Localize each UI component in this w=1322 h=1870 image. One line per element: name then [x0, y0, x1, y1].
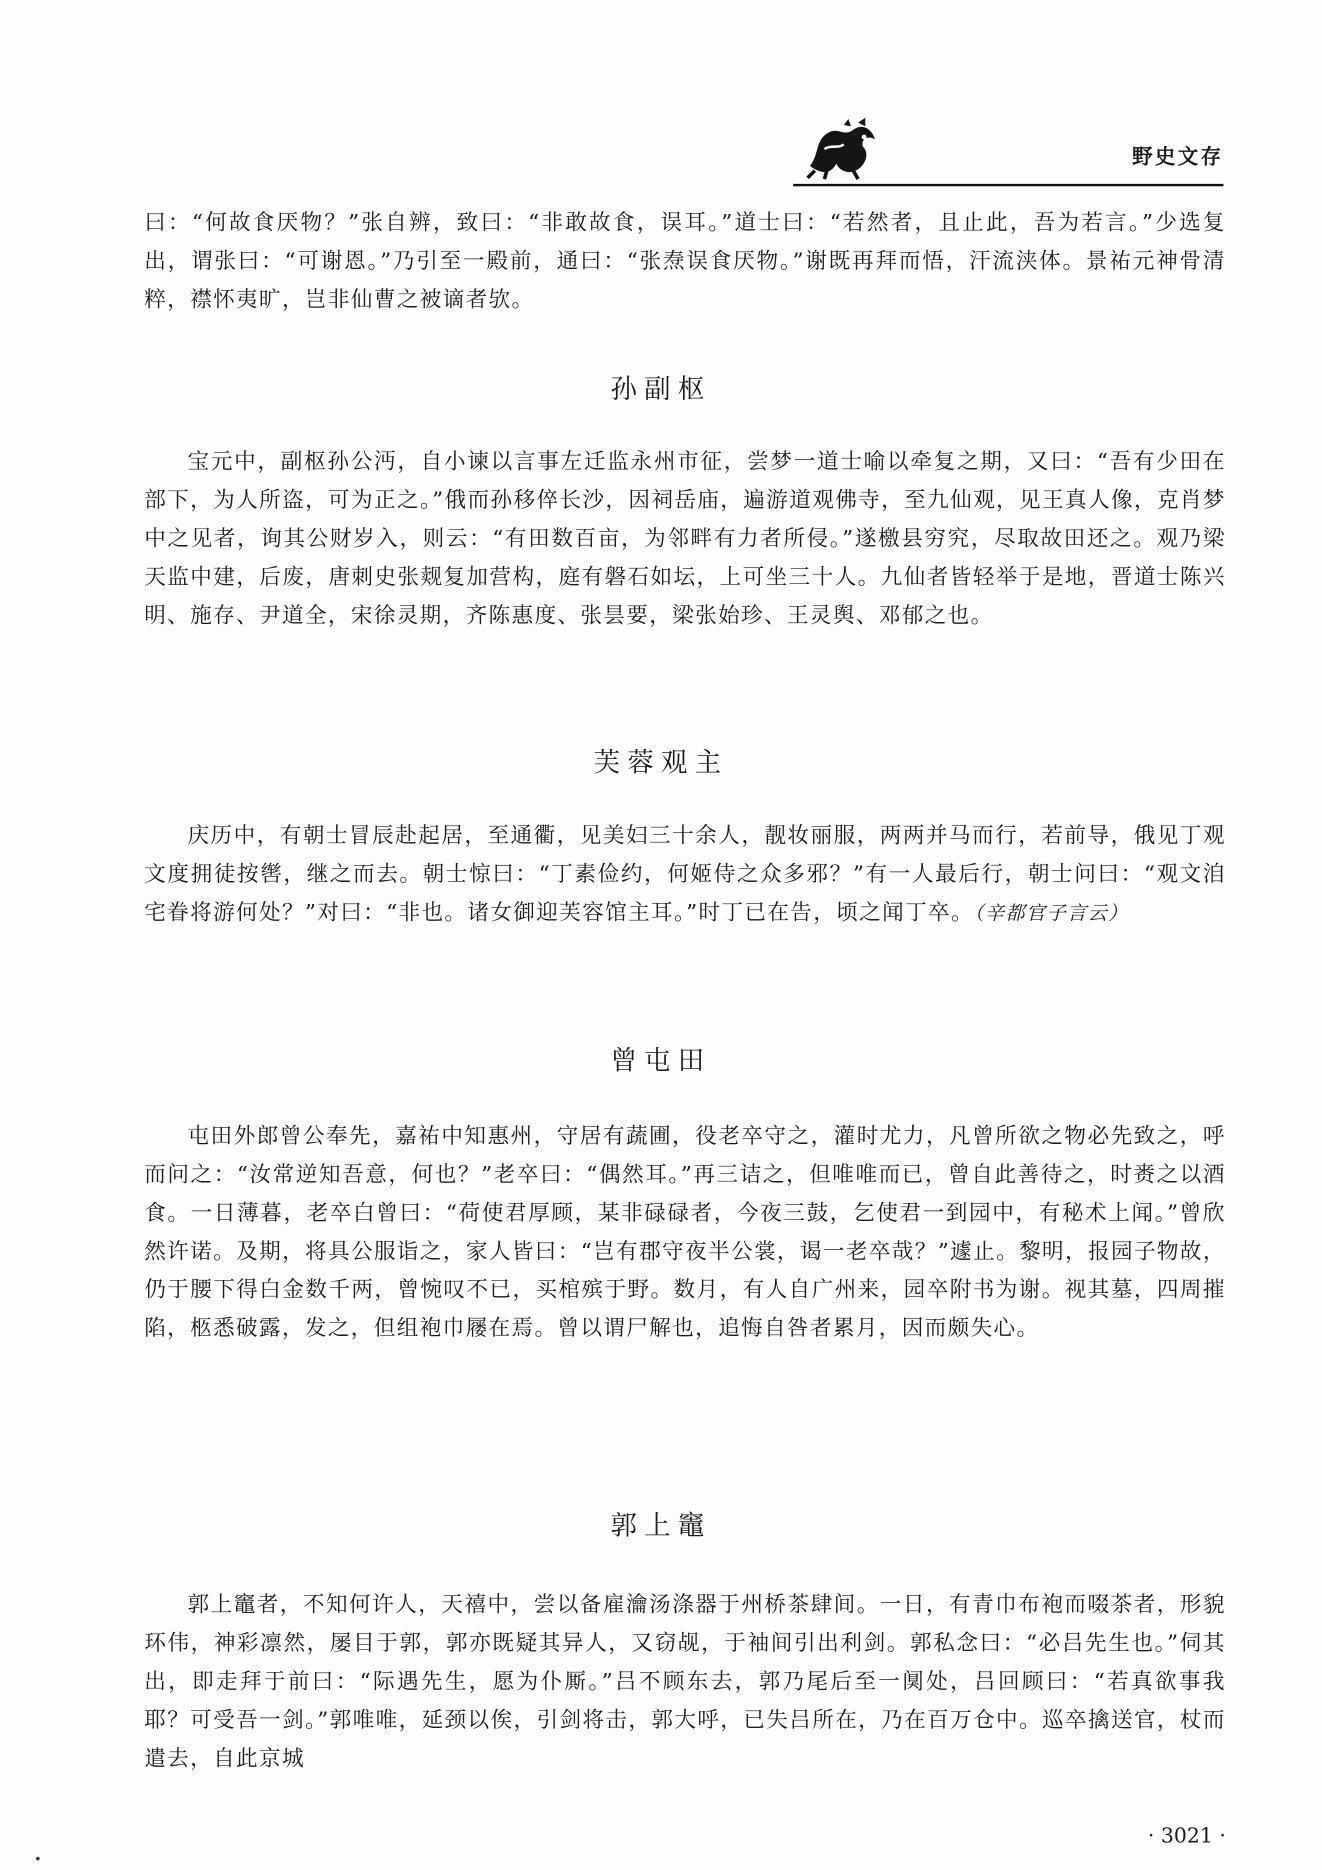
body-paragraph [144, 817, 1226, 932]
running-head-title: 野史文存 [1132, 145, 1224, 170]
paragraph-text: 庆历中，有朝士冒辰赴起居，至通衢，见美妇三十余人，靓妆丽服，两两并马而行，若前导，俄见丁观文度拥徒按辔，继之而去。朝士惊曰：“丁素俭约，何姬侍之众多邪？”有一人最后行，朝士问曰：“观文洎宅眷将游何处？”对曰：“非也。诸女御迎芙容馆主耳。”时丁已在告，顷之闻丁卒。 [144, 823, 1226, 926]
source-note: （辛都官子言云） [973, 901, 1129, 925]
section-title: 郭上竈 [610, 1511, 712, 1542]
section-title: 孙副枢 [610, 374, 712, 406]
body-paragraph: 郭上竈者，不知何许人，天禧中，尝以备雇瀹汤涤器于州桥茶肆间。一日，有青巾布袍而啜茶者，形貌环伟，神彩凛然，屡目于郭，郭亦既疑其异人，又窃觇，于袖间引出利剑。郭私念曰：“必吕先生也。”伺其出，即走拜于前曰：“际遇先生，愿为仆厮。”吕不顾东去，郭乃尾后至一阒处，吕回顾曰：“若真欲事我耶？可受吾一剑。”郭唯唯，延颈以俟，引剑将击，郭大呼，已失吕所在，乃在百万仓中。巡卒擒送官，杖而遣去，自此京城 [144, 1592, 1226, 1772]
scan-speck [36, 1857, 40, 1861]
body-paragraph: 宝元中，副枢孙公沔，自小谏以言事左迁监永州市征，尝梦一道士喻以牵复之期，又曰：“吾有少田在部下，为人所盗，可为正之。”俄而孙移倅长沙，因祠岳庙，遍游道观佛寺，至九仙观，见王真人像，克肖梦中之见者，询其公财岁入，则云：“有田数百亩，为邻畔有力者所侵。”遂檄县穷究，尽取故田还之。观乃梁天监中建，后废，唐刺史张觌复加营构，庭有磐石如坛，上可坐三十人。九仙者皆轻举于是地，晋道士陈兴明、施存、尹道全，宋徐灵期，齐陈惠度、张昙要，梁张始珍、王灵舆、邓郁之也。 [144, 449, 1226, 629]
dragon-emblem-icon [803, 118, 882, 180]
body-paragraph: 屯田外郎曾公奉先，嘉祐中知惠州，守居有蔬圃，役老卒守之，灌时尤力，凡曾所欲之物必先致之，呼而问之：“汝常逆知吾意，何也？”老卒曰：“偶然耳。”再三诘之，但唯唯而已，曾自此善待之，时赉之以酒食。一日薄暮，老卒白曾曰：“荷使君厚顾，某非碌碌者，今夜三鼓，乞使君一到园中，有秘术上闻。”曾欣然许诺。及期，将具公服诣之，家人皆曰：“岂有郡守夜半公裳，谒一老卒哉？”遽止。黎明，报园子物故，仍于腰下得白金数千两，曾惋叹不已，买棺殡于野。数月，有人自广州来，园卒附书为谢。视其墓，四周摧陷，柩悉破露，发之，但组袍巾屦在焉。曾以谓尸解也，追悔自咎者累月，因而颇失心。 [144, 1123, 1226, 1342]
header-rule [793, 184, 1223, 186]
page-number: · 3021 · [1147, 1824, 1226, 1849]
section-title: 曾屯田 [610, 1046, 712, 1077]
section-title: 芙蓉观主 [593, 748, 729, 779]
body-paragraph: 曰：“何故食厌物？”张自辨，致曰：“非敢故食，误耳。”道士曰：“若然者，且止此，吾为若言。”少选复出，谓张曰：“可谢恩。”乃引至一殿前，通曰：“张焘误食厌物。”谢既再拜而悟，汗流浃体。景祐元神骨清粹，襟怀夷旷，岂非仙曹之被谪者欤。 [144, 210, 1226, 313]
